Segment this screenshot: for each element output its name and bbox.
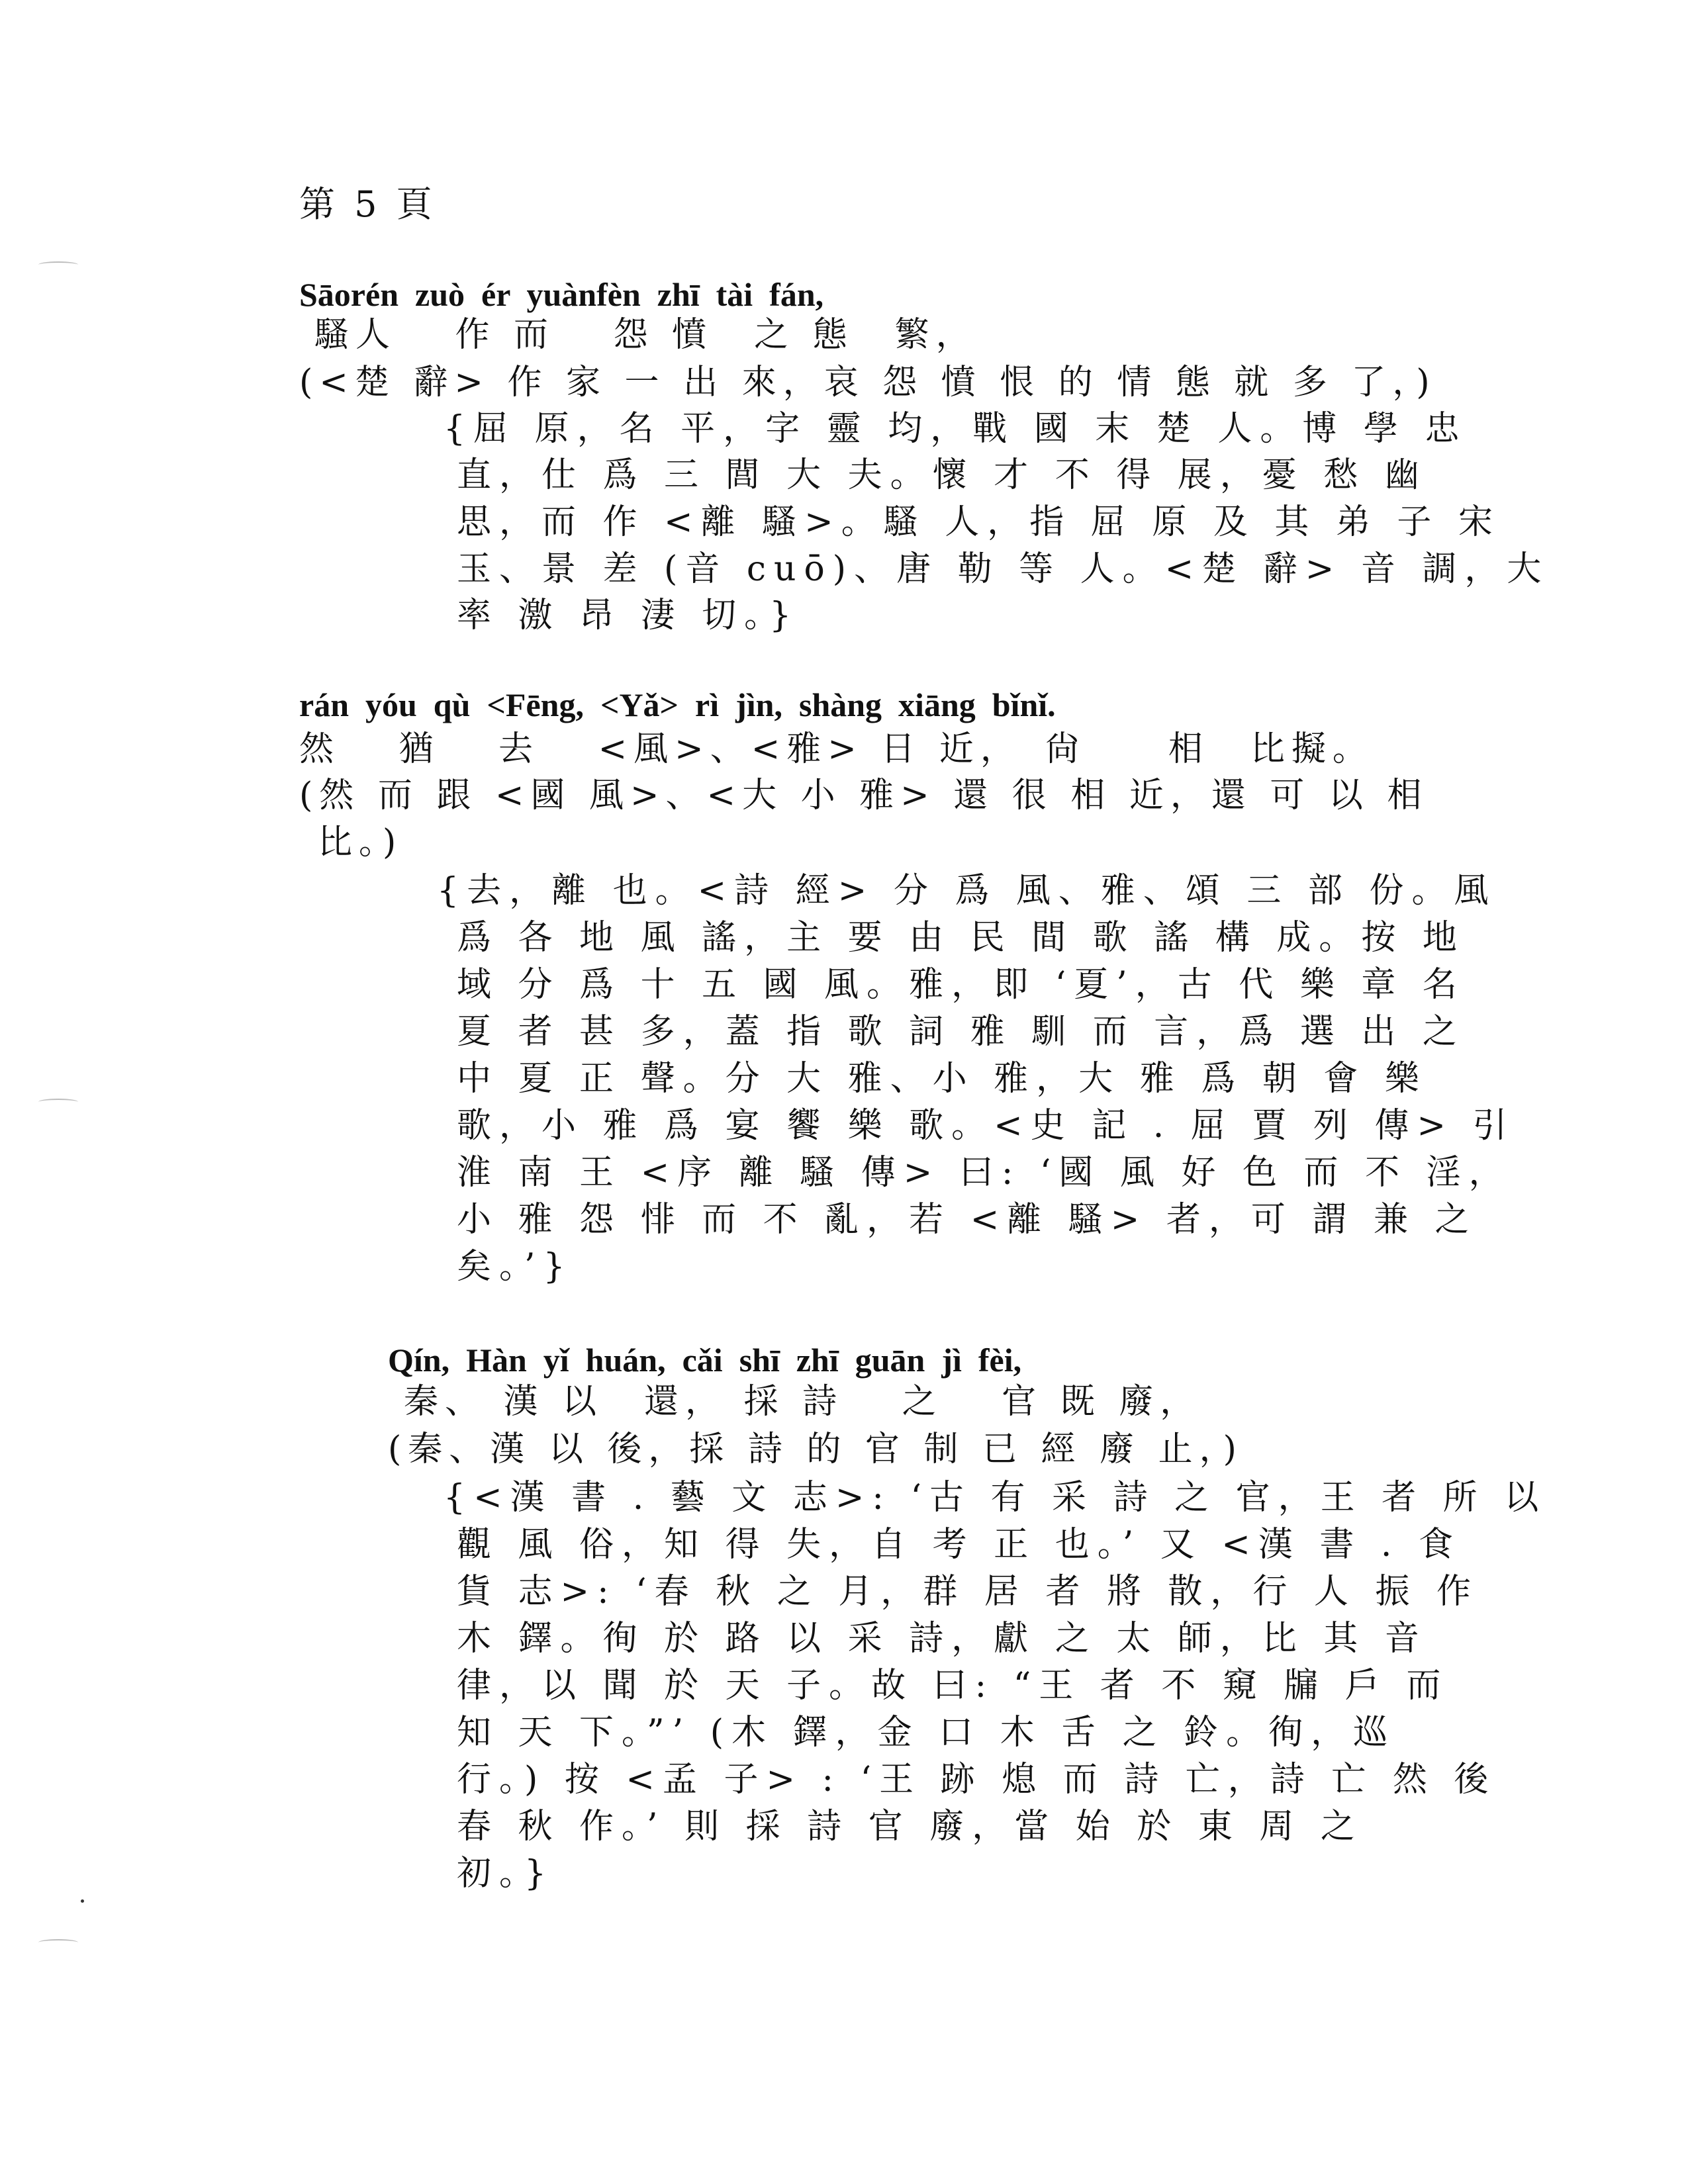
- annotation-line: 木 鐸。徇 於 路 以 采 詩，獻 之 太 師，比 其 音: [457, 1619, 1427, 1659]
- annotation-line: {<漢 書 . 藝 文 志>: ‘古 有 采 詩 之 官，王 者 所 以: [444, 1478, 1547, 1518]
- annotation-line: 夏 者 甚 多，蓋 指 歌 詞 雅 馴 而 言，爲 選 出 之: [457, 1012, 1465, 1052]
- annotation-line: 思，而 作 <離 騷>。騷 人，指 屈 原 及 其 弟 子 宋: [457, 502, 1501, 542]
- binder-hole-mark: [38, 1939, 78, 1946]
- annotation-line: 律，以 聞 於 天 子。故 曰: “王 者 不 窺 牖 戶 而: [457, 1666, 1449, 1706]
- page-number-label: 第 5 頁: [299, 183, 436, 225]
- annotation-line: 貨 志>: ‘春 秋 之 月，群 居 者 將 散，行 人 振 作: [457, 1572, 1479, 1612]
- pinyin-line: rán yóu qù <Fēng, <Yǎ> rì jìn, shàng xiāng bǐnǐ.: [299, 686, 1056, 723]
- annotation-line: 歌，小 雅 爲 宴 饗 樂 歌。<史 記 . 屈 賈 列 傳> 引: [457, 1106, 1515, 1146]
- annotation-line: 域 分 爲 十 五 國 風。雅，即 ‘夏’，古 代 樂 章 名: [457, 965, 1465, 1005]
- annotation-line: 中 夏 正 聲。分 大 雅、小 雅，大 雅 爲 朝 會 樂: [457, 1059, 1427, 1099]
- binder-hole-mark: [38, 261, 78, 268]
- translation-line: 比。): [318, 823, 403, 862]
- annotation-line: 行。) 按 <孟 子> : ‘王 跡 熄 而 詩 亡，詩 亡 然 後: [457, 1760, 1497, 1799]
- pinyin-line: Qín, Hàn yǐ huán, cǎi shī zhī guān jì fèi,: [388, 1342, 1022, 1379]
- annotation-line: 春 秋 作。’ 則 採 詩 官 廢，當 始 於 東 周 之: [457, 1807, 1363, 1846]
- annotation-line: {屈 原，名 平，字 靈 均，戰 國 末 楚 人。博 學 忠: [444, 409, 1468, 449]
- annotation-line: 玉、景 差 (音 cuō)、唐 勒 等 人。<楚 辭> 音 調，大: [457, 549, 1550, 589]
- annotation-line: 直，仕 爲 三 閭 大 夫。懷 才 不 得 展，憂 愁 幽: [457, 455, 1427, 495]
- annotation-line: 觀 風 俗，知 得 失，自 考 正 也。’ 又 <漢 書 . 食: [457, 1525, 1461, 1565]
- translation-line: (秦、漢 以 後，採 詩 的 官 制 已 經 廢 止，): [388, 1430, 1243, 1469]
- verse-line: 騷人 作 而 怨 憤 之 態 繁，: [314, 315, 977, 355]
- annotation-line: 淮 南 王 <序 離 騷 傳> 曰: ‘國 風 好 色 而 不 淫，: [457, 1153, 1511, 1193]
- binder-hole-mark: [38, 1099, 78, 1105]
- annotation-line: 爲 各 地 風 謠，主 要 由 民 間 歌 謠 構 成。按 地: [457, 918, 1465, 958]
- annotation-line: 初。}: [457, 1854, 555, 1893]
- annotation-line: 率 激 昂 淒 切。}: [457, 596, 800, 635]
- scan-speck: [81, 1899, 84, 1903]
- verse-line: 然 猶 去 <風>、<雅> 日 近， 尙 相 比擬。: [299, 729, 1374, 769]
- translation-line: (然 而 跟 <國 風>、<大 小 雅> 還 很 相 近，還 可 以 相: [299, 776, 1429, 815]
- annotation-line: 知 天 下。”’ (木 鐸，金 口 木 舌 之 鈴。徇，巡: [457, 1713, 1396, 1752]
- annotation-line: 矣。’}: [457, 1247, 573, 1287]
- translation-line: (<楚 辭> 作 家 一 出 來，哀 怨 憤 恨 的 情 態 就 多 了，): [299, 363, 1436, 402]
- annotation-line: 小 雅 怨 悱 而 不 亂，若 <離 騷> 者，可 謂 兼 之: [457, 1200, 1477, 1240]
- pinyin-line: Sāorén zuò ér yuànfèn zhī tài fán,: [299, 276, 824, 313]
- verse-line: 秦、 漢 以 還， 採 詩 之 官 既 廢，: [404, 1382, 1201, 1422]
- annotation-line: {去，離 也。<詩 經> 分 爲 風、雅、頌 三 部 份。風: [437, 871, 1497, 911]
